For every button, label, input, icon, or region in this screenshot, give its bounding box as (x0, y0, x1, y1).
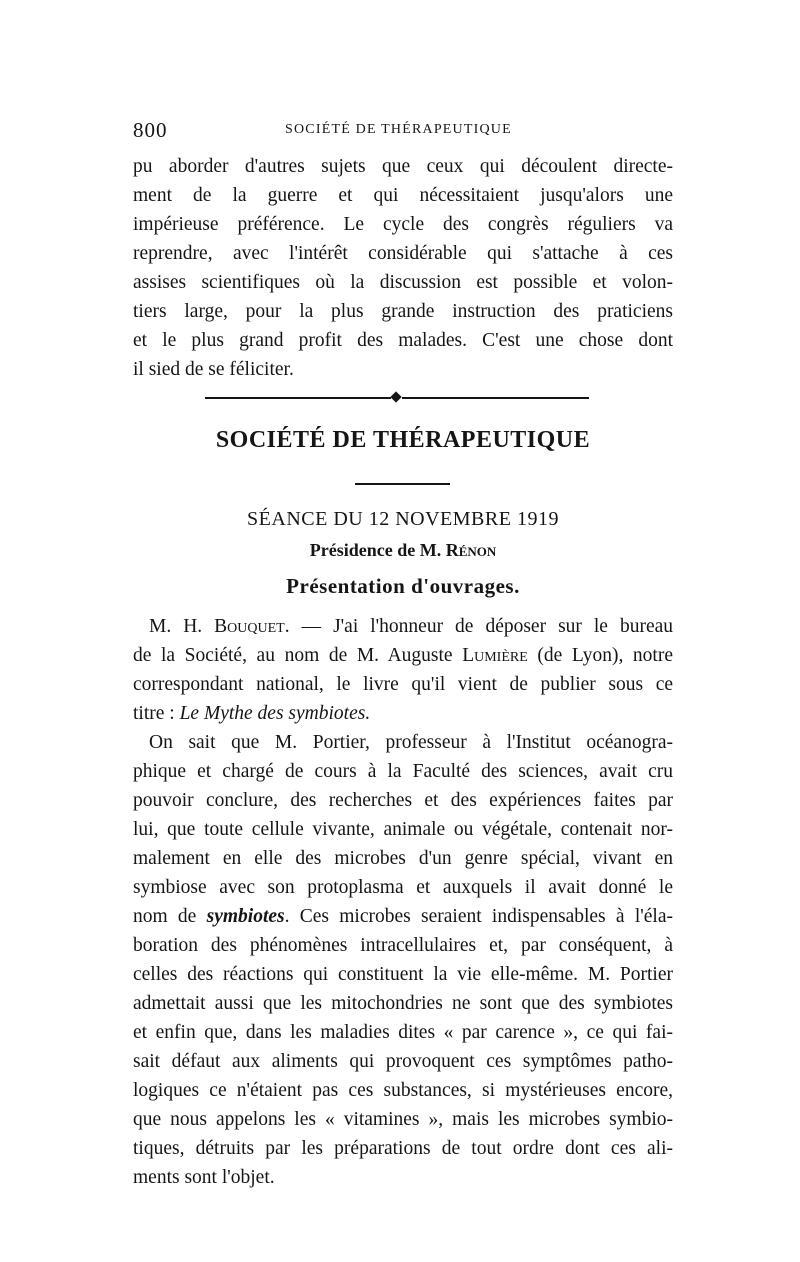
text-line: admettait aussi que les mitochondries ne sont que des symbiotes (133, 993, 673, 1014)
text-line: lui, que toute cellule vivante, animale ou végétale, contenait nor- (133, 819, 673, 840)
page-header (133, 118, 673, 142)
text-line: et le plus grand profit des malades. C'est une chose dont (133, 330, 673, 351)
emphasized-term: symbiotes (206, 906, 285, 927)
text-line: pu aborder d'autres sujets que ceux qui découlent directe- (133, 156, 673, 177)
text-line: symbiose avec son protoplasma et auxquels il avait donné le (133, 877, 673, 898)
book-title: Le Mythe des symbiotes. (179, 703, 371, 724)
president-name: Rénon (445, 540, 497, 560)
text-segment: nom de (133, 906, 207, 927)
text-line: que nous appelons les « vitamines », mais les microbes symbio- (133, 1109, 673, 1130)
text-line (133, 641, 673, 670)
divider-line-left (205, 397, 391, 399)
paragraph-presentation (133, 612, 673, 728)
text-line: logiques ce n'étaient pas ces substances, si mystérieuses encore, (133, 1080, 673, 1101)
text-line: On sait que M. Portier, professeur à l'Institut océanogra- (149, 732, 673, 753)
text-line: et enfin que, dans les maladies dites « par carence », ce qui fai- (133, 1022, 673, 1043)
text-line: tiers large, pour la plus grande instruction des praticiens (133, 301, 673, 322)
text-line: boration des phénomènes intracellulaires et, par conséquent, à (133, 935, 673, 956)
text-segment: de la Société, au nom de M. Auguste (133, 645, 463, 666)
text-line: correspondant national, le livre qu'il vient de publier sous ce (133, 674, 673, 695)
ornamental-divider (205, 391, 589, 405)
text-line: sait défaut aux aliments qui provoquent ces symptômes patho- (133, 1051, 673, 1072)
title-underline (355, 483, 450, 485)
text-line: celles des réactions qui constituent la vie elle-même. M. Portier (133, 964, 673, 985)
text-segment: titre : (133, 703, 180, 724)
text-line: assises scientifiques où la discussion est possible et volon- (133, 272, 673, 293)
text-segment: . Ces microbes seraient indispensables à l'éla- (284, 906, 673, 927)
text-line: reprendre, avec l'intérêt considérable qui s'attache à ces (133, 243, 673, 264)
page-number: 800 (133, 118, 168, 142)
section-title: SOCIÉTÉ DE THÉRAPEUTIQUE (215, 427, 591, 453)
text-line (133, 612, 673, 641)
divider-line-right (402, 397, 589, 399)
text-segment: (de Lyon), notre (527, 645, 673, 666)
text-line (133, 699, 673, 728)
text-line: ment de la guerre et qui nécessitaient jusqu'alors une (133, 185, 673, 206)
intro-paragraph (133, 152, 673, 384)
text-line: pouvoir conclure, des recherches et des expériences faites par (133, 790, 673, 811)
text-line: malement en elle des microbes d'un genre spécial, vivant en (133, 848, 673, 869)
paragraph-portier (133, 728, 673, 1192)
speaker-prefix: M. H. (149, 616, 215, 637)
text-line: phique et chargé de cours à la Faculté des sciences, avait cru (133, 761, 673, 782)
diamond-ornament-icon (390, 391, 401, 402)
text-line: tiques, détruits par les préparations de tout ordre dont ces ali- (133, 1138, 673, 1159)
presidency-prefix: Présidence de M. (309, 540, 446, 560)
text-line: il sied de se féliciter. (133, 359, 294, 380)
running-head: SOCIÉTÉ DE THÉRAPEUTIQUE (285, 122, 512, 137)
subsection-heading: Présentation d'ouvrages. (286, 574, 520, 598)
presidency-line (133, 540, 673, 561)
text-line (133, 902, 673, 931)
text-segment: . — J'ai l'honneur de déposer sur le bureau (284, 616, 674, 637)
text-line: impérieuse préférence. Le cycle des congrès réguliers va (133, 214, 673, 235)
author-name: Lumière (462, 645, 528, 666)
session-date: SÉANCE DU 12 NOVEMBRE 1919 (247, 508, 559, 530)
speaker-name: Bouquet (214, 616, 285, 637)
text-line: ments sont l'objet. (133, 1167, 275, 1188)
